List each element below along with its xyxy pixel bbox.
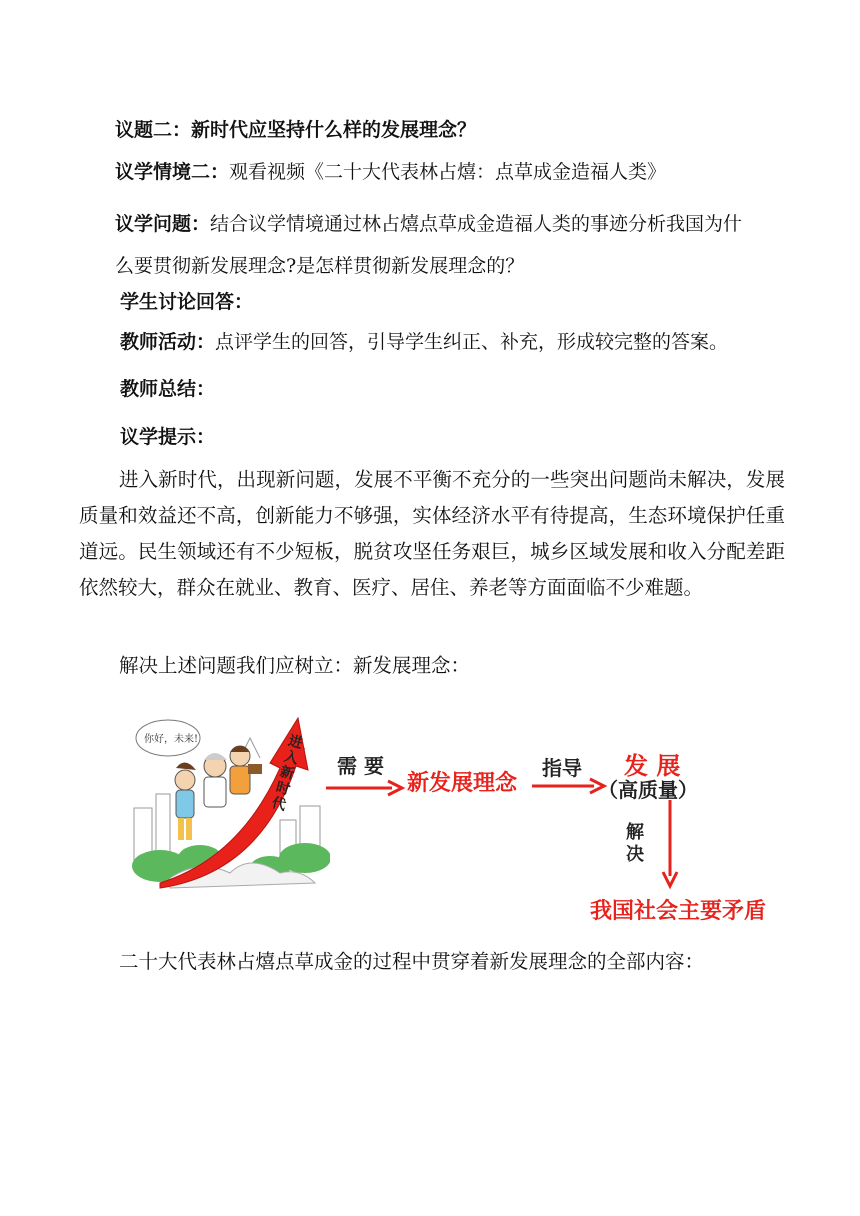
need-label: 需 要 [337, 754, 384, 778]
solve-arrow-icon [660, 800, 680, 890]
scenario-text: 观看视频《二十大代表林占熺：点草成金造福人类》 [229, 161, 667, 183]
high-quality-label: （高质量） [598, 778, 698, 802]
paragraph-solution: 解决上述问题我们应树立：新发展理念： [119, 654, 471, 677]
arrow-illustration-text: 进入新时代 [269, 733, 305, 814]
teacher-activity-line [120, 330, 728, 354]
question-text-1: 结合议学情境通过林占熺点草成金造福人类的事迹分析我国为什 [210, 213, 743, 235]
bubble-text: 你好，未来! [144, 734, 199, 745]
topic-text: 新时代应坚持什么样的发展理念？ [191, 119, 477, 141]
student-answer-label: 学生讨论回答： [120, 291, 254, 313]
guide-label: 指导 [542, 756, 582, 780]
paragraph-problems: 进入新时代，出现新问题，发展不平衡不充分的一些突出问题尚未解决，发展质量和效益还不高，创新能力不够强，实体经济水平有待提高，生态环境保护任重道远。民生领域还有不少短板，脱贫攻坚任务艰巨，城乡区域发展和收入分配差距依然较大，群众在就业、教育、医疗、居住、养老等方面面临不少难题。 [79, 468, 785, 599]
topic-line [115, 118, 476, 142]
question-label: 议学问题： [115, 213, 211, 235]
contradiction-label: 我国社会主要矛盾 [590, 899, 767, 924]
question-text-2: 么要贯彻新发展理念?是怎样贯彻新发展理念的？ [115, 255, 525, 277]
tips-line [120, 425, 215, 449]
need-arrow-icon [326, 778, 406, 798]
solve-label: 解决 [626, 822, 644, 865]
development-label: 发 展 [624, 752, 681, 780]
tips-label: 议学提示： [120, 426, 216, 448]
question-line-2 [115, 254, 524, 278]
new-concept-label: 新发展理念 [407, 771, 518, 796]
teacher-summary-line [120, 377, 215, 401]
teacher-activity-text: 点评学生的回答，引导学生纠正、补充，形成较完整的答案。 [215, 331, 729, 353]
development-concept-figure [130, 708, 770, 928]
teacher-activity-label: 教师活动： [120, 331, 216, 353]
topic-label: 议题二： [115, 119, 192, 141]
teacher-summary-label: 教师总结： [120, 378, 216, 400]
scenario-line [115, 160, 666, 184]
scenario-label: 议学情境二： [115, 161, 230, 183]
paragraph-conclusion: 二十大代表林占熺点草成金的过程中贯穿着新发展理念的全部内容： [119, 950, 705, 973]
question-line-1 [115, 212, 742, 236]
student-answer-line [120, 290, 253, 314]
